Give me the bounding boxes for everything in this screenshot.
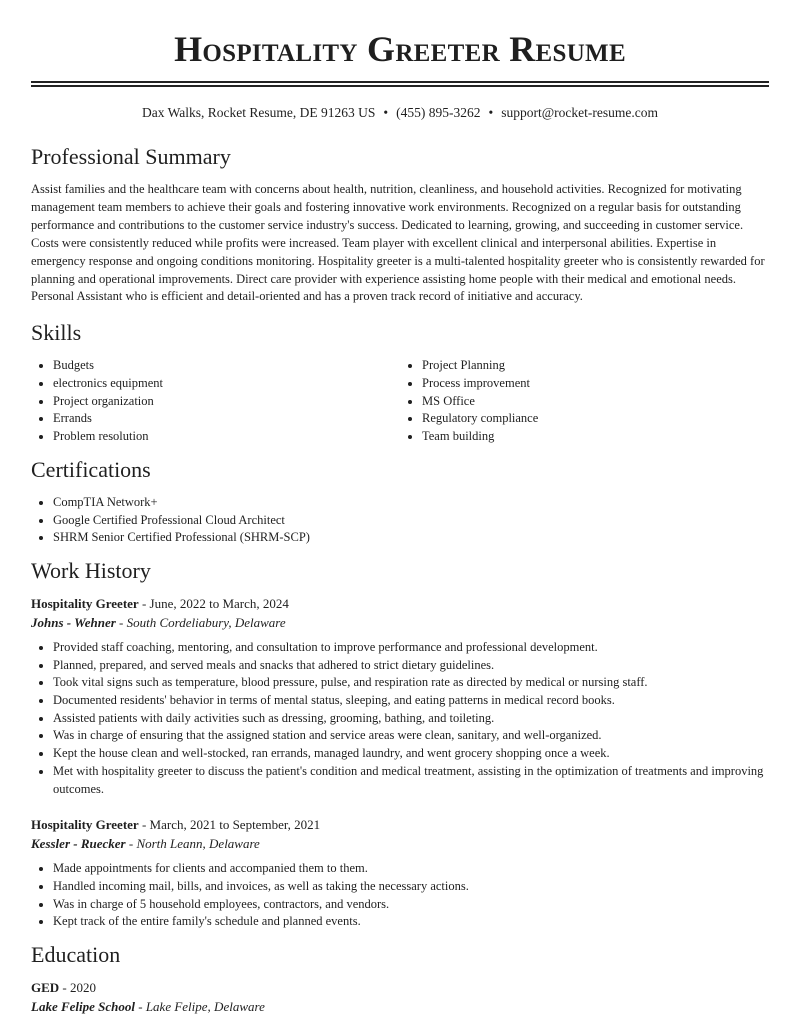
job-duty: • Kept track of the entire family's schedule and planned events. [53, 913, 769, 931]
job-duty: • Made appointments for clients and accompanied them to them. [53, 860, 769, 878]
job-duty: • Took vital signs such as temperature, blood pressure, pulse, and respiration rate as directed by medical or nursing staff. [53, 674, 769, 692]
job-duties-list [31, 860, 769, 931]
job-company: Kessler - Ruecker [31, 836, 126, 852]
skill-item: • MS Office [422, 393, 769, 411]
job-duty: • Handled incoming mail, bills, and invoices, as well as taking the necessary actions. [53, 878, 769, 896]
skill-item: • Problem resolution [53, 428, 400, 446]
certification-item: • CompTIA Network+ [53, 494, 769, 512]
job-duty: • Provided staff coaching, mentoring, and consultation to improve performance and professional development. [53, 639, 769, 657]
skills-heading: Skills [31, 320, 82, 346]
skill-item: • Errands [53, 410, 400, 428]
job-role: Hospitality Greeter [31, 817, 139, 833]
job-duty: • Assisted patients with daily activities such as dressing, grooming, bathing, and toileting. [53, 710, 769, 728]
job-title-line [31, 815, 769, 834]
certifications-list [31, 494, 769, 547]
contact-line [31, 104, 769, 122]
skill-item: • Regulatory compliance [422, 410, 769, 428]
job-location: - North Leann, Delaware [125, 836, 260, 852]
contact-separator: • [383, 105, 389, 120]
job-role: Hospitality Greeter [31, 595, 139, 611]
title-divider-bottom [31, 85, 769, 87]
job-company-line [31, 613, 769, 632]
job-duty: • Was in charge of ensuring that the assigned station and service areas were clean, sanitary, and well-organized. [53, 727, 769, 745]
education-degree: GED [31, 980, 60, 996]
job-company: Johns - Wehner [31, 614, 116, 630]
contact-phone: (455) 895-3262 [396, 105, 481, 120]
certification-item: • SHRM Senior Certified Professional (SHRM-SCP) [53, 529, 769, 547]
contact-email: support@rocket-resume.com [501, 105, 658, 120]
skills-column-left [31, 357, 400, 446]
summary-heading: Professional Summary [31, 144, 231, 169]
skill-item: • Project Planning [422, 357, 769, 375]
job-entry [31, 815, 769, 931]
job-duty: • Planned, prepared, and served meals and snacks that adhered to strict dietary guidelines. [53, 657, 769, 675]
job-dates: - March, 2021 to September, 2021 [138, 817, 321, 833]
education-school-line [31, 997, 769, 1016]
certifications-heading: Certifications [31, 456, 151, 482]
skill-item: • Budgets [53, 357, 400, 375]
job-duty: • Met with hospitality greeter to discuss the patient's condition and medical treatment, assisting in the optimization of treatments and improving outcomes. [53, 763, 769, 798]
education-entry [31, 978, 769, 1016]
education-degree-line [31, 978, 769, 997]
skill-item: • Team building [422, 428, 769, 446]
contact-separator: • [488, 105, 494, 120]
job-company-line [31, 834, 769, 853]
job-title-line [31, 594, 769, 613]
summary-text: Assist families and the healthcare team with concerns about health, nutrition, cleanliness, and household activities. Recognized for motivating management team members to achieve their goals and fostering innovative work environments. Recognized on a regular basis for outstanding performance and contributions to the customer service industry's success. Dedicated to learning, growing, and succeeding in customer service. Costs were consistently reduced while profits were increased. Team player with excellent clinical and interpersonal abilities. Expertise in emergency response and ongoing conditions monitoring. Hospitality greeter is a multi-talented hospitality greeter who is consistently rewarded for planning and operational improvements. Direct care provider with experience assisting home people with their medical and emotional needs. Personal Assistant who is efficient and detail-oriented and has a proven track record of initiative and accuracy. [31, 182, 765, 304]
skill-item: • electronics equipment [53, 375, 400, 393]
skills-list [31, 357, 769, 446]
education-school: Lake Felipe School [31, 999, 135, 1015]
skills-column-right [400, 357, 769, 446]
job-duty: • Was in charge of 5 household employees, contractors, and vendors. [53, 896, 769, 914]
education-location: - Lake Felipe, Delaware [135, 999, 265, 1015]
certification-item: • Google Certified Professional Cloud Architect [53, 512, 769, 530]
job-location: - South Cordeliabury, Delaware [115, 614, 286, 630]
education-year: - 2020 [59, 980, 97, 996]
resume-title: Hospitality Greeter Resume [174, 29, 626, 69]
job-duties-list [31, 639, 769, 798]
skill-item: • Project organization [53, 393, 400, 411]
education-heading: Education [31, 942, 121, 968]
job-dates: - June, 2022 to March, 2024 [138, 595, 289, 611]
work-history-heading: Work History [31, 557, 151, 583]
job-entry [31, 594, 769, 798]
contact-address: Dax Walks, Rocket Resume, DE 91263 US [142, 105, 376, 120]
job-duty: • Documented residents' behavior in terms of mental status, sleeping, and eating patterns in medical record books. [53, 692, 769, 710]
job-duty: • Kept the house clean and well-stocked, ran errands, managed laundry, and went grocery shopping once a week. [53, 745, 769, 763]
title-divider-top [31, 81, 769, 83]
skill-item: • Process improvement [422, 375, 769, 393]
